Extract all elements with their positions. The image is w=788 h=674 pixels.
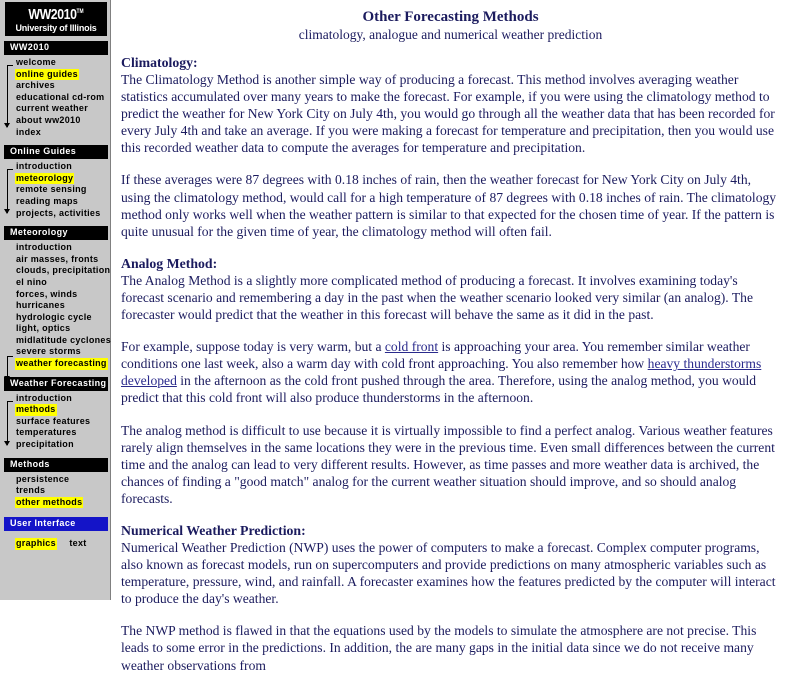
sidebar-item-meteorology[interactable]: meteorology xyxy=(16,172,74,183)
section-heading-nwp: Numerical Weather Prediction: xyxy=(121,522,306,538)
title-area xyxy=(121,8,780,43)
nav-header-online-guides: Online Guides xyxy=(4,145,108,159)
nav-header-weather-forecasting: Weather Forecasting xyxy=(4,377,108,391)
sidebar-item-forces-winds[interactable]: forces, winds xyxy=(16,288,78,299)
trademark-symbol: TM xyxy=(76,9,84,15)
sidebar-item-wf-introduction[interactable]: introduction xyxy=(16,392,73,403)
nav-items-weather-forecasting xyxy=(4,392,108,451)
sidebar-item-surface-features[interactable]: surface features xyxy=(16,415,91,426)
sidebar-item-welcome[interactable]: welcome xyxy=(16,57,57,67)
ww2010-logo[interactable] xyxy=(5,2,107,36)
sidebar-item-air-masses-fronts[interactable]: air masses, fronts xyxy=(16,253,99,264)
sidebar-item-introduction[interactable]: introduction xyxy=(16,161,73,172)
nav-header-user-interface: User Interface xyxy=(4,517,108,531)
nav-section-online-guides xyxy=(4,145,108,219)
nav-header-ww2010: WW2010 xyxy=(4,41,108,55)
nav-section-user-interface xyxy=(4,517,108,551)
nav-items-meteorology xyxy=(4,241,112,370)
sidebar-item-met-introduction[interactable]: introduction xyxy=(16,242,73,253)
link-heavy-thunderstorms-developed[interactable]: heavy thunderstorms developed xyxy=(121,356,762,389)
page-subtitle: climatology, analogue and numerical weather prediction xyxy=(298,27,603,42)
logo-title: WW2010™ xyxy=(28,6,84,23)
nav-items-ww2010 xyxy=(4,56,108,138)
nav-section-methods xyxy=(4,458,108,509)
connector-arrow-4 xyxy=(7,401,14,445)
sidebar-item-el-nino[interactable]: el nino xyxy=(16,276,48,287)
sidebar-item-educational-cd-rom[interactable]: educational cd-rom xyxy=(16,91,105,102)
paragraph-climatology-2: If these averages were 87 degrees with 0.18 inches of rain, then the weather forecast for New York City on July 4th, using the climatology method, would call for a high temperature of 87 degrees with 0.18 inches of rain. The climatology method only works well when the weather pattern is similar to that expected for the chosen time of year. If the pattern is quite unusual for the given time of year, the climatology method will often fail. xyxy=(121,172,777,239)
sidebar-item-graphics[interactable]: graphics xyxy=(16,538,56,549)
nav-section-weather-forecasting xyxy=(4,377,108,451)
sidebar-item-hydrologic-cycle[interactable]: hydrologic cycle xyxy=(16,311,92,322)
main-content xyxy=(111,0,788,673)
sidebar-item-temperatures[interactable]: temperatures xyxy=(16,427,77,438)
sidebar-item-severe-storms[interactable]: severe storms xyxy=(16,346,81,357)
section-heading-climatology: Climatology: xyxy=(121,55,198,70)
paragraph-analog-1: The Analog Method is a slightly more complicated method of producing a forecast. It involves examining today's forecast scenario and remembering a day in the past when the weather scenario looked very similar (an analog). The forecaster would predict that the weather in this forecast will behave the same as it did in the past. xyxy=(121,272,753,323)
nav-items-methods xyxy=(4,473,108,509)
paragraph-climatology-1: The Climatology Method is another simple way of producing a forecast. This method involves averaging weather statistics accumulated over many years to make the forecast. For example, if you were using the climatology method to predict the weather for New York City on July 4th, you would go through all the weather data that has been recorded for every July 4th and take an average. If you were making a forecast for temperature and precipitation, then you would use this recorded weather data to compute the averages for temperature and precipitation. xyxy=(121,72,775,156)
sidebar-item-reading-maps[interactable]: reading maps xyxy=(16,195,79,206)
sidebar-item-archives[interactable]: archives xyxy=(16,80,55,91)
connector-arrow-2 xyxy=(7,169,14,213)
sidebar-item-light-optics[interactable]: light, optics xyxy=(16,323,71,334)
sidebar-item-projects-activities[interactable]: projects, activities xyxy=(16,207,101,218)
sidebar-item-trends[interactable]: trends xyxy=(16,485,46,496)
nav-section-ww2010 xyxy=(4,41,108,138)
link-cold-front[interactable]: cold front xyxy=(384,339,439,355)
nav-section-meteorology xyxy=(4,226,112,370)
paragraph-nwp-1: Numerical Weather Prediction (NWP) uses the power of computers to make a forecast. Complex computer programs, also known as forecast models, run on supercomputers and provide predictions on many atmospheric variables such as temperature, pressure, wind, and rainfall. A forecaster examines how the features predicted by the computer will interact to produce the day's weather. xyxy=(121,539,776,607)
connector-arrow-1 xyxy=(7,65,14,127)
sidebar xyxy=(0,0,111,600)
nav-header-meteorology: Meteorology xyxy=(4,226,108,240)
sidebar-item-precipitation[interactable]: precipitation xyxy=(16,439,74,450)
sidebar-item-current-weather[interactable]: current weather xyxy=(16,103,89,114)
sidebar-item-index[interactable]: index xyxy=(16,126,42,137)
sidebar-item-about-ww2010[interactable]: about ww2010 xyxy=(16,114,81,125)
page-title: Other Forecasting Methods xyxy=(362,9,539,25)
sidebar-item-clouds-precipitation[interactable]: clouds, precipitation xyxy=(16,265,111,276)
analog-example-part3: in the afternoon as the cold front pushed through the area. Therefore, using the analog method, you would predict that this cold front will also produce thunderstorms in the afternoon. xyxy=(121,373,757,406)
sidebar-item-methods[interactable]: methods xyxy=(16,404,56,415)
sidebar-item-weather-forecasting[interactable]: weather forecasting xyxy=(16,358,107,369)
analog-example-part1: For example, suppose today is very warm, but a xyxy=(121,339,385,355)
analog-example-part2: is approaching your area. You remember similar weather conditions one last week, also a warm day with cold front approaching. You also remember how xyxy=(121,339,750,372)
sidebar-item-other-methods[interactable]: other methods xyxy=(16,496,83,507)
paragraph-analog-example xyxy=(121,338,780,406)
section-heading-analog: Analog Method: xyxy=(121,255,218,271)
sidebar-item-hurricanes[interactable]: hurricanes xyxy=(16,300,66,311)
sidebar-item-text[interactable]: text xyxy=(69,538,87,549)
logo-subtitle: University of Illinois xyxy=(15,23,97,33)
sidebar-item-midlatitude-cyclones[interactable]: midlatitude cyclones xyxy=(16,334,112,345)
paragraph-nwp-2: The NWP method is flawed in that the equations used by the models to simulate the atmosphere are not precise. This leads to some error in the predictions. In addition, the are many gaps in the initial data since we do not receive many weather observations from xyxy=(121,623,757,673)
sidebar-item-remote-sensing[interactable]: remote sensing xyxy=(16,184,87,195)
nav-items-user-interface xyxy=(4,532,108,551)
nav-items-online-guides xyxy=(4,160,108,219)
paragraph-analog-closing: The analog method is difficult to use because it is virtually impossible to find a perfect analog. Various weather features rarely align themselves in the same locations they were in the previous time. Even small differences between the current time and the analog can lead to very different results. However, as time passes and more weather data is archived, the chances of finding a "good match" analog for the current weather situation should improve, and so should analog forecasts. xyxy=(121,422,775,506)
sidebar-item-online-guides[interactable]: online guides xyxy=(16,68,78,79)
sidebar-item-persistence[interactable]: persistence xyxy=(16,473,70,484)
nav-header-methods: Methods xyxy=(4,458,108,472)
